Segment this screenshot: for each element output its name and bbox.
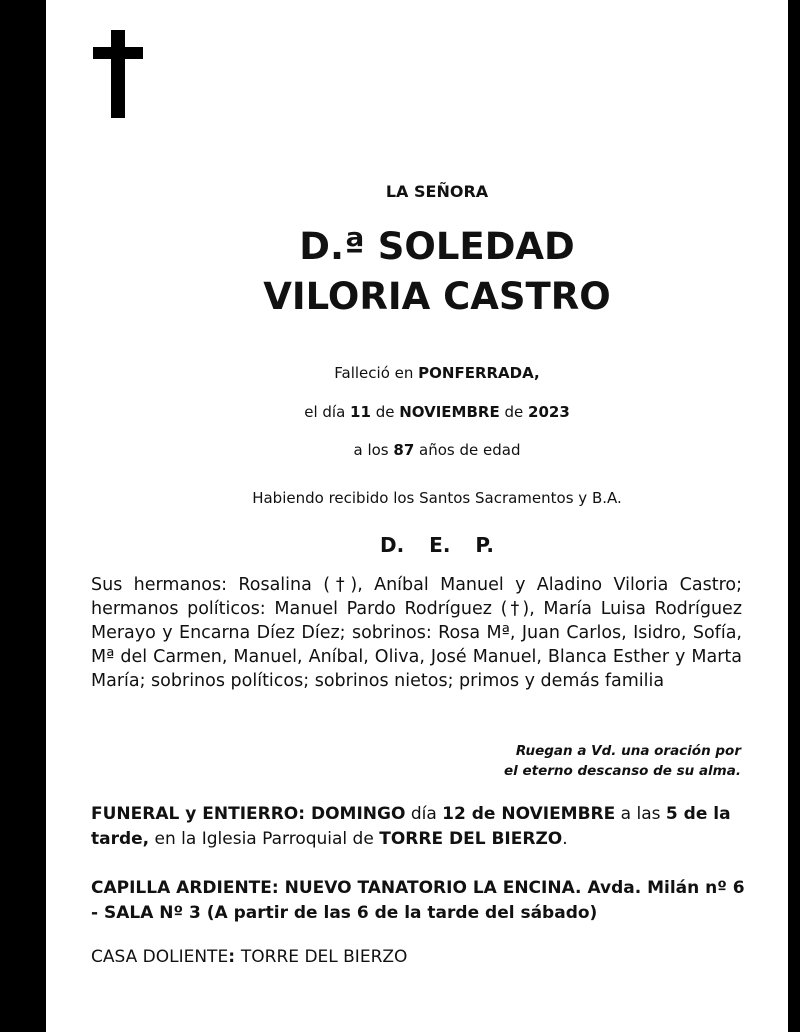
sacraments-line: Habiendo recibido los Santos Sacramentos y B.A. <box>252 489 622 507</box>
cross-icon <box>111 30 125 118</box>
capilla-info: CAPILLA ARDIENTE: NUEVO TANATORIO LA ENCINA. Avda. Milán nº 6 - SALA Nº 3 (A partir de las 6 de la tarde del sábado) <box>91 878 745 923</box>
deceased-name <box>0 222 800 322</box>
prayer-request: Ruegan a Vd. una oración por el eterno descanso de su alma. <box>504 743 741 779</box>
name-line-2: VILORIA CASTRO <box>263 275 611 318</box>
name-line-1: D.ª SOLEDAD <box>299 225 575 268</box>
dep-line: D. E. P. <box>380 533 494 557</box>
honorific-label: LA SEÑORA <box>385 182 489 201</box>
cross-icon-bar <box>93 47 143 59</box>
family-text: Sus hermanos: Rosalina (†), Aníbal Manuel y Aladino Viloria Castro; hermanos políticos: Manuel Pardo Rodríguez (†), María Luisa Rodríguez Merayo y Encarna Díez Díez; sobrinos: Rosa Mª, Juan Carlos, Isidro, Sofía, Mª del Carmen, Manuel, Aníbal, Oliva, José Manuel, Blanca Esther y Marta María; sobrinos políticos; sobrinos nietos; primos y demás familia <box>91 575 742 691</box>
death-date-line: el día 11 de NOVIEMBRE de 2023 <box>304 403 570 421</box>
death-place-line: Falleció en PONFERRADA, <box>334 364 540 382</box>
funeral-info: FUNERAL y ENTIERRO: DOMINGO día 12 de NOVIEMBRE a las 5 de la tarde, en la Iglesia Parroquial de TORRE DEL BIERZO. <box>91 804 731 849</box>
age-line: a los 87 años de edad <box>353 441 521 459</box>
casa-doliente: CASA DOLIENTE: TORRE DEL BIERZO <box>91 947 408 967</box>
death-place: PONFERRADA, <box>418 364 540 382</box>
